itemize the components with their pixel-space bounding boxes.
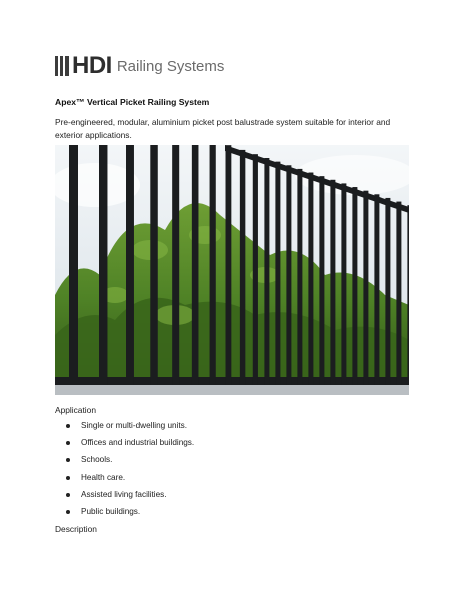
bullet-icon [66,510,70,514]
picket-bar [69,145,78,385]
application-heading: Application [55,405,96,415]
railing-photo [55,145,409,395]
picket-bar [286,165,291,385]
intro-paragraph: Pre-engineered, modular, aluminium picket post balustrade system suitable for interior and exterior applications. [55,117,391,140]
picket-bar [308,173,313,385]
picket-bar [352,187,357,385]
picket-bar [297,169,302,385]
application-item [66,421,194,438]
picket-bar [172,145,179,385]
picket-bar [275,162,280,385]
picket-bar [240,150,245,385]
application-item [66,490,194,507]
bullet-icon [66,476,70,480]
picket-bar [264,158,269,385]
picket-bar [253,154,258,385]
picket-bar [99,145,107,385]
logo-subtitle: Railing Systems [116,58,225,75]
application-list [66,421,194,524]
application-item-text: Single or multi-dwelling units. [81,421,188,430]
application-item [66,438,194,455]
application-item-text: Health care. [81,472,126,482]
bullet-icon [66,441,70,445]
bullet-icon [66,493,70,497]
description-heading: Description [55,524,97,534]
picket-bar [330,180,335,385]
railing-photo-image [55,145,409,395]
document-title: Apex™ Vertical Picket Railing System [55,97,210,107]
hdi-logo [55,52,225,79]
application-item [66,507,194,524]
picket-bar [126,145,134,385]
application-item-text: Assisted living facilities. [81,489,167,499]
picket-bar [341,183,346,385]
logo-mark: HDI [72,52,112,79]
picket-bar [363,191,368,385]
application-item-text: Schools. [81,455,113,465]
picket-bar [396,202,401,385]
picket-bar [150,145,157,385]
picket-bar [374,194,379,385]
picket-bar [210,145,216,385]
application-item-text: Public buildings. [81,506,141,516]
application-item [66,455,194,472]
picket-bar [319,176,324,385]
application-item-text: Offices and industrial buildings. [81,438,195,448]
application-item [66,473,194,490]
picket-bar [385,198,390,385]
picket-bar [192,145,199,385]
logo-bars-icon [55,56,69,76]
bullet-icon [66,424,70,428]
picket-bar [226,145,232,385]
picket-bar [407,205,409,385]
bullet-icon [66,458,70,462]
